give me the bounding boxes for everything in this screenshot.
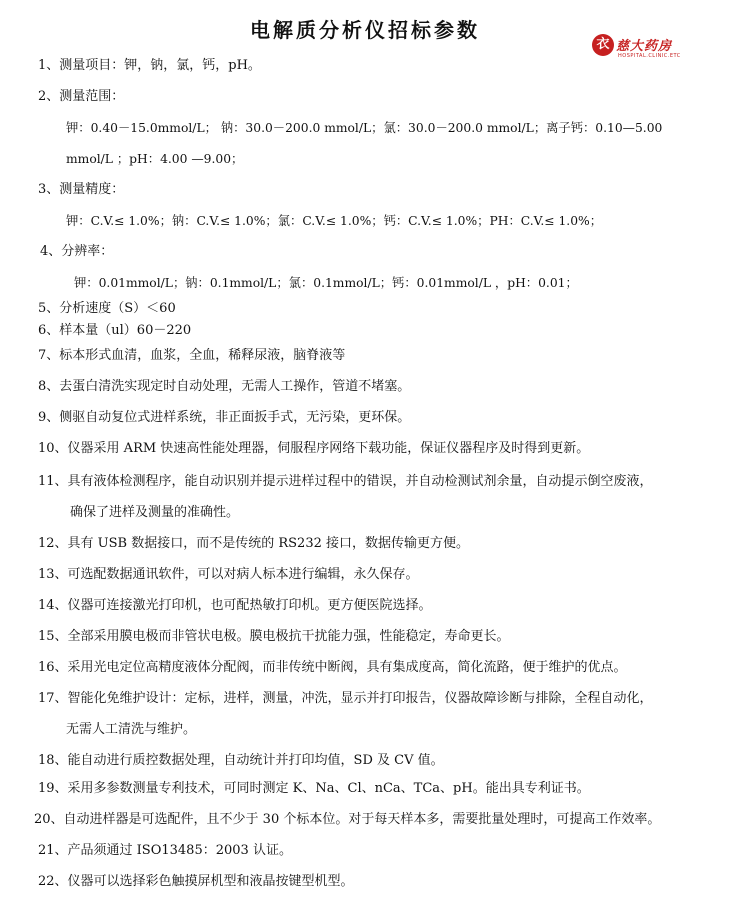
spec-line-4-detail: 钾：0.01mmol/L；钠：0.1mmol/L；氯：0.1mmol/L；钙：0.01mmol/L ，pH：0.01； [74,276,578,290]
logo-subtitle: HOSPITAL.CLINIC.ETC [618,53,681,59]
spec-line-9: 9、侧驱自动复位式进样系统，非正面扳手式，无污染，更环保。 [38,410,411,425]
spec-line-17: 17、智能化免维护设计：定标，进样，测量，冲洗，显示并打印报告，仪器故障诊断与排除，全程自动化， [38,691,653,706]
spec-line-1: 1、测量项目：钾，钠，氯，钙，pH。 [38,58,261,73]
spec-line-11-cont: 确保了进样及测量的准确性。 [70,505,240,520]
brand-logo [592,32,692,62]
logo-name: 慈大药房 [616,39,673,54]
spec-line-20: 20、自动进样器是可选配件，且不少于 30 个标本位。对于每天样本多，需要批量处理时，可提高工作效率。 [34,812,661,827]
spec-line-17-cont: 无需人工清洗与维护。 [66,722,197,737]
spec-line-6: 6、样本量（ul）60－220 [38,323,192,338]
spec-line-3: 3、测量精度： [38,182,125,197]
logo-badge: 衣 [592,34,614,56]
spec-line-10: 10、仪器采用 ARM 快速高性能处理器，伺服程序网络下载功能，保证仪器程序及时得到更新。 [38,441,590,456]
spec-line-13: 13、可选配数据通讯软件，可以对病人标本进行编辑，永久保存。 [38,567,419,582]
spec-line-19: 19、采用多参数测量专利技术，可同时测定 K、Na、Cl、nCa、TCa、pH。能出具专利证书。 [38,781,590,796]
spec-line-16: 16、采用光电定位高精度液体分配阀，而非传统中断阀，具有集成度高，简化流路，便于维护的优点。 [38,660,627,675]
spec-line-4: 4、分辨率： [40,244,114,259]
spec-line-2-detail-cont: mmol/L ；pH：4.00 —9.00； [66,152,244,166]
spec-line-15: 15、全部采用膜电极而非管状电极。膜电极抗干扰能力强，性能稳定，寿命更长。 [38,629,510,644]
spec-line-8: 8、去蛋白清洗实现定时自动处理，无需人工操作，管道不堵塞。 [38,379,411,394]
page-title: 电解质分析仪招标参数 [250,18,480,42]
spec-line-7: 7、标本形式血清，血浆，全血，稀释尿液，脑脊液等 [38,348,346,363]
spec-line-12: 12、具有 USB 数据接口，而不是传统的 RS232 接口，数据传输更方便。 [38,536,469,551]
spec-line-22: 22、仪器可以选择彩色触摸屏机型和液晶按键型机型。 [38,874,354,889]
spec-line-14: 14、仪器可连接激光打印机，也可配热敏打印机。更方便医院选择。 [38,598,432,613]
spec-line-5: 5、分析速度（S）＜60 [38,301,176,316]
spec-line-2-detail: 钾：0.40－15.0mmol/L； 钠：30.0－200.0 mmol/L；氯：30.0－200.0 mmol/L；离子钙：0.10—5.00 [66,121,663,135]
spec-line-2: 2、测量范围： [38,89,125,104]
spec-line-11: 11、具有液体检测程序，能自动识别并提示进样过程中的错误，并自动检测试剂余量，自动提示倒空废液， [38,474,653,489]
spec-line-18: 18、能自动进行质控数据处理，自动统计并打印均值，SD 及 CV 值。 [38,753,444,768]
spec-line-21: 21、产品须通过 ISO13485：2003 认证。 [38,843,292,858]
spec-line-3-detail: 钾：C.V.≤ 1.0%；钠：C.V.≤ 1.0%；氯：C.V.≤ 1.0%；钙：C.V.≤ 1.0%；PH：C.V.≤ 1.0%； [66,214,603,228]
